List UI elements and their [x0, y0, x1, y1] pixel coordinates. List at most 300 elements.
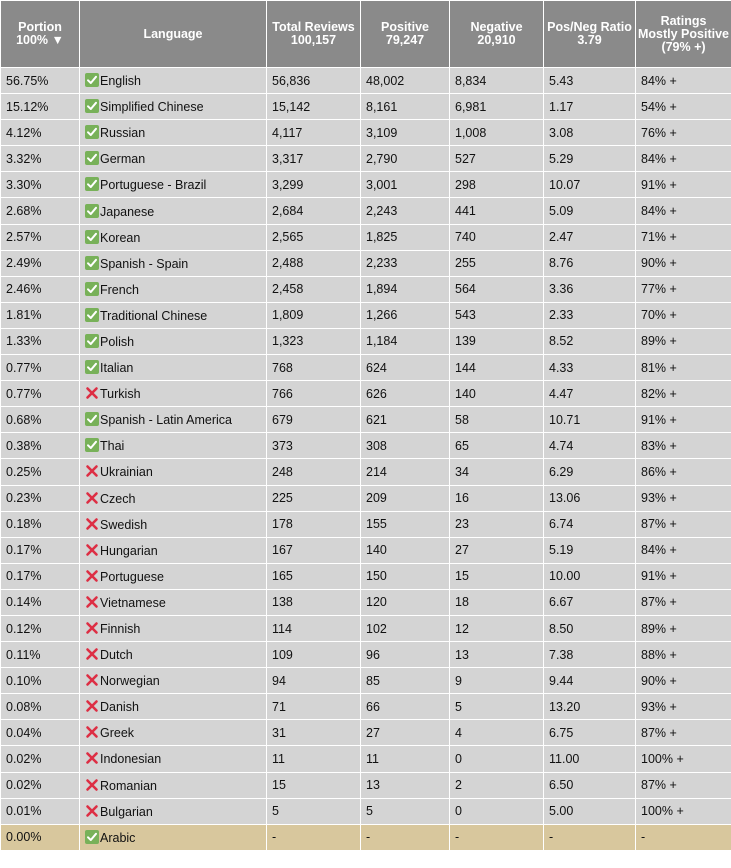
cell-total: 31	[267, 720, 361, 746]
cell-portion: 0.77%	[1, 355, 80, 381]
cell-rating: 70% +	[636, 302, 731, 328]
cell-rating: 87% +	[636, 772, 731, 798]
cell-positive: 13	[361, 772, 450, 798]
table-row	[1, 746, 731, 772]
cell-positive: 214	[361, 459, 450, 485]
cell-portion: 3.32%	[1, 146, 80, 172]
cell-language	[80, 328, 267, 354]
language-label: English	[100, 74, 141, 89]
check-mark-icon	[85, 830, 99, 844]
cell-positive: 2,243	[361, 198, 450, 224]
cell-positive: 626	[361, 381, 450, 407]
header-ratio-label: Pos/Neg Ratio	[547, 20, 632, 34]
cell-portion: 0.38%	[1, 433, 80, 459]
cell-negative: 140	[450, 381, 544, 407]
cell-rating: 93% +	[636, 694, 731, 720]
cell-negative: 1,008	[450, 120, 544, 146]
cell-positive: 102	[361, 615, 450, 641]
cell-negative: 58	[450, 407, 544, 433]
cell-total: 4,117	[267, 120, 361, 146]
language-label: German	[100, 152, 146, 167]
cross-mark-icon	[85, 491, 99, 505]
cell-negative: 8,834	[450, 68, 544, 94]
header-positive-sub: 79,247	[385, 33, 425, 47]
cell-negative: 27	[450, 537, 544, 563]
cell-language	[80, 824, 267, 850]
header-positive[interactable]	[361, 1, 450, 68]
header-language-label: Language	[143, 26, 203, 41]
cell-total: 15	[267, 772, 361, 798]
table-row	[1, 694, 731, 720]
cross-mark-icon	[85, 595, 99, 609]
cell-positive: 85	[361, 668, 450, 694]
cross-mark-icon	[85, 725, 99, 739]
check-mark-icon	[85, 230, 99, 244]
cell-ratio: 5.29	[544, 146, 636, 172]
cross-mark-icon	[85, 804, 99, 818]
cross-mark-icon	[85, 569, 99, 583]
cell-negative: 16	[450, 485, 544, 511]
table-row	[1, 824, 731, 850]
cell-total: 225	[267, 485, 361, 511]
cell-portion: 1.81%	[1, 302, 80, 328]
cell-ratio: 3.36	[544, 276, 636, 302]
cell-rating: 89% +	[636, 615, 731, 641]
cell-negative: 23	[450, 511, 544, 537]
cell-positive: 66	[361, 694, 450, 720]
header-portion[interactable]	[1, 1, 80, 68]
language-label: Polish	[100, 334, 135, 349]
cell-portion: 0.01%	[1, 798, 80, 824]
cell-ratio: 4.33	[544, 355, 636, 381]
cell-total: 2,565	[267, 224, 361, 250]
language-label: Romanian	[100, 778, 157, 793]
language-label: Indonesian	[100, 752, 162, 767]
cell-portion: 0.02%	[1, 746, 80, 772]
cell-rating: 76% +	[636, 120, 731, 146]
language-label: Japanese	[100, 204, 155, 219]
cell-positive: 5	[361, 798, 450, 824]
cell-positive: 96	[361, 642, 450, 668]
cell-ratio: 1.17	[544, 94, 636, 120]
table-row	[1, 198, 731, 224]
cell-total: 114	[267, 615, 361, 641]
language-label: Korean	[100, 230, 141, 245]
cell-positive: 155	[361, 511, 450, 537]
cell-rating: 82% +	[636, 381, 731, 407]
cell-language	[80, 224, 267, 250]
cell-positive: 48,002	[361, 68, 450, 94]
check-mark-icon	[85, 256, 99, 270]
cell-portion: 0.11%	[1, 642, 80, 668]
cell-language	[80, 433, 267, 459]
cell-rating: 91% +	[636, 407, 731, 433]
cell-total: 178	[267, 511, 361, 537]
cell-negative: 18	[450, 589, 544, 615]
header-negative-sub: 20,910	[477, 33, 516, 47]
language-label: Ukrainian	[100, 465, 153, 480]
cell-language	[80, 798, 267, 824]
cell-portion: 2.49%	[1, 250, 80, 276]
cell-language	[80, 407, 267, 433]
cell-ratio: 11.00	[544, 746, 636, 772]
cell-rating: 100% +	[636, 746, 731, 772]
cell-language	[80, 563, 267, 589]
check-mark-icon	[85, 360, 99, 374]
cell-language	[80, 198, 267, 224]
cell-language	[80, 355, 267, 381]
header-negative-label: Negative	[470, 20, 523, 34]
cell-negative: 12	[450, 615, 544, 641]
cell-total: 56,836	[267, 68, 361, 94]
language-label: Swedish	[100, 517, 148, 532]
cell-negative: 15	[450, 563, 544, 589]
cell-negative: 298	[450, 172, 544, 198]
check-mark-icon	[85, 177, 99, 191]
language-label: Thai	[100, 439, 125, 454]
cell-total: 768	[267, 355, 361, 381]
cell-language	[80, 772, 267, 798]
cell-portion: 2.46%	[1, 276, 80, 302]
cell-ratio: 10.07	[544, 172, 636, 198]
table-row	[1, 407, 731, 433]
cell-negative: 441	[450, 198, 544, 224]
cell-total: 11	[267, 746, 361, 772]
cell-ratio: 5.19	[544, 537, 636, 563]
cell-negative: 0	[450, 746, 544, 772]
language-label: Finnish	[100, 622, 141, 637]
cross-mark-icon	[85, 647, 99, 661]
cell-ratio: 13.20	[544, 694, 636, 720]
language-label: Bulgarian	[100, 804, 153, 819]
cell-ratio: 8.52	[544, 328, 636, 354]
cell-negative: 139	[450, 328, 544, 354]
cross-mark-icon	[85, 464, 99, 478]
header-portion-label: Portion	[18, 20, 62, 34]
cell-total: 1,809	[267, 302, 361, 328]
cell-positive: 308	[361, 433, 450, 459]
cross-mark-icon	[85, 517, 99, 531]
cell-total: 71	[267, 694, 361, 720]
cell-ratio: 2.33	[544, 302, 636, 328]
cell-positive: 209	[361, 485, 450, 511]
cell-total: 2,458	[267, 276, 361, 302]
cell-negative: 5	[450, 694, 544, 720]
language-label: Norwegian	[100, 674, 160, 689]
cell-ratio: 3.08	[544, 120, 636, 146]
cell-rating: 84% +	[636, 537, 731, 563]
cell-rating: 100% +	[636, 798, 731, 824]
language-label: Dutch	[100, 648, 133, 663]
cell-ratio: 10.71	[544, 407, 636, 433]
cell-portion: 0.77%	[1, 381, 80, 407]
table-row	[1, 720, 731, 746]
header-ratio[interactable]	[544, 1, 636, 68]
cross-mark-icon	[85, 621, 99, 635]
cell-portion: 0.08%	[1, 694, 80, 720]
language-label: Danish	[100, 700, 139, 715]
cell-portion: 0.23%	[1, 485, 80, 511]
cell-total: 766	[267, 381, 361, 407]
cell-positive: -	[361, 824, 450, 850]
cell-language	[80, 302, 267, 328]
cell-language	[80, 720, 267, 746]
cell-rating: 54% +	[636, 94, 731, 120]
check-mark-icon	[85, 151, 99, 165]
check-mark-icon	[85, 282, 99, 296]
cell-positive: 1,825	[361, 224, 450, 250]
table-row	[1, 615, 731, 641]
cell-language	[80, 172, 267, 198]
table-row	[1, 511, 731, 537]
cell-positive: 11	[361, 746, 450, 772]
check-mark-icon	[85, 204, 99, 218]
cell-ratio: 13.06	[544, 485, 636, 511]
cell-rating: 90% +	[636, 250, 731, 276]
cell-rating: 88% +	[636, 642, 731, 668]
cell-ratio: 6.50	[544, 772, 636, 798]
cell-positive: 1,266	[361, 302, 450, 328]
cell-language	[80, 146, 267, 172]
cell-portion: 2.68%	[1, 198, 80, 224]
cross-mark-icon	[85, 778, 99, 792]
cell-total: 3,317	[267, 146, 361, 172]
cell-portion: 0.18%	[1, 511, 80, 537]
language-label: Hungarian	[100, 543, 158, 558]
cell-positive: 624	[361, 355, 450, 381]
cell-negative: 9	[450, 668, 544, 694]
cell-language	[80, 381, 267, 407]
cell-language	[80, 120, 267, 146]
cell-portion: 0.17%	[1, 563, 80, 589]
cell-ratio: 5.09	[544, 198, 636, 224]
table-row	[1, 563, 731, 589]
cell-positive: 140	[361, 537, 450, 563]
language-label: Russian	[100, 126, 146, 141]
table-row	[1, 668, 731, 694]
table-row	[1, 250, 731, 276]
cell-portion: 0.00%	[1, 824, 80, 850]
header-total-reviews[interactable]	[267, 1, 361, 68]
cross-mark-icon	[85, 543, 99, 557]
table-row	[1, 68, 731, 94]
cell-positive: 2,790	[361, 146, 450, 172]
table-row	[1, 772, 731, 798]
cell-portion: 1.33%	[1, 328, 80, 354]
cell-total: 109	[267, 642, 361, 668]
check-mark-icon	[85, 99, 99, 113]
cell-positive: 27	[361, 720, 450, 746]
table-row	[1, 328, 731, 354]
cell-positive: 1,184	[361, 328, 450, 354]
cell-rating: 87% +	[636, 511, 731, 537]
cell-total: 248	[267, 459, 361, 485]
cell-negative: 527	[450, 146, 544, 172]
cell-language	[80, 642, 267, 668]
table-row	[1, 120, 731, 146]
header-ratings-label: Ratings	[660, 13, 707, 28]
cell-portion: 0.17%	[1, 537, 80, 563]
cell-total: -	[267, 824, 361, 850]
cell-negative: 0	[450, 798, 544, 824]
cell-rating: 71% +	[636, 224, 731, 250]
check-mark-icon	[85, 334, 99, 348]
cell-rating: 91% +	[636, 563, 731, 589]
cell-total: 2,488	[267, 250, 361, 276]
table-row	[1, 381, 731, 407]
language-label: Turkish	[100, 387, 141, 402]
table-row	[1, 459, 731, 485]
cell-portion: 15.12%	[1, 94, 80, 120]
table-row	[1, 537, 731, 563]
cell-positive: 3,001	[361, 172, 450, 198]
language-label: Czech	[100, 491, 136, 506]
cross-mark-icon	[85, 699, 99, 713]
cell-ratio: 10.00	[544, 563, 636, 589]
language-label: French	[100, 282, 139, 297]
cell-negative: 255	[450, 250, 544, 276]
header-negative[interactable]	[450, 1, 544, 68]
cell-ratio: 6.75	[544, 720, 636, 746]
header-positive-label: Positive	[381, 20, 429, 34]
cell-negative: 6,981	[450, 94, 544, 120]
cell-total: 679	[267, 407, 361, 433]
cell-negative: -	[450, 824, 544, 850]
cell-portion: 2.57%	[1, 224, 80, 250]
cell-rating: 83% +	[636, 433, 731, 459]
cell-rating: 91% +	[636, 172, 731, 198]
cell-rating: 84% +	[636, 146, 731, 172]
table-body	[1, 68, 731, 851]
cell-rating: 90% +	[636, 668, 731, 694]
table-row	[1, 146, 731, 172]
header-row	[1, 1, 731, 68]
cell-ratio: 6.74	[544, 511, 636, 537]
cell-language	[80, 459, 267, 485]
cell-portion: 0.25%	[1, 459, 80, 485]
language-label: Spanish - Latin America	[100, 413, 233, 428]
cell-positive: 8,161	[361, 94, 450, 120]
language-label: Portuguese	[100, 569, 164, 584]
table-row	[1, 589, 731, 615]
language-label: Simplified Chinese	[100, 100, 204, 115]
table-row	[1, 433, 731, 459]
header-language[interactable]	[80, 1, 267, 68]
cell-negative: 144	[450, 355, 544, 381]
cell-language	[80, 485, 267, 511]
table-row	[1, 642, 731, 668]
cell-negative: 4	[450, 720, 544, 746]
check-mark-icon	[85, 438, 99, 452]
cell-total: 1,323	[267, 328, 361, 354]
cell-ratio: 4.74	[544, 433, 636, 459]
cell-total: 5	[267, 798, 361, 824]
check-mark-icon	[85, 308, 99, 322]
cell-total: 94	[267, 668, 361, 694]
header-ratings-sub: Mostly Positive (79% +)	[638, 26, 729, 54]
cross-mark-icon	[85, 386, 99, 400]
cell-total: 167	[267, 537, 361, 563]
cell-language	[80, 511, 267, 537]
cross-mark-icon	[85, 673, 99, 687]
header-ratio-sub: 3.79	[577, 33, 602, 47]
cell-language	[80, 668, 267, 694]
cell-positive: 1,894	[361, 276, 450, 302]
cell-rating: 81% +	[636, 355, 731, 381]
cell-ratio: 6.29	[544, 459, 636, 485]
cell-rating: 89% +	[636, 328, 731, 354]
cell-ratio: -	[544, 824, 636, 850]
cell-language	[80, 94, 267, 120]
cell-ratio: 5.43	[544, 68, 636, 94]
cell-ratio: 6.67	[544, 589, 636, 615]
cell-ratio: 8.76	[544, 250, 636, 276]
cell-portion: 3.30%	[1, 172, 80, 198]
cell-ratio: 8.50	[544, 615, 636, 641]
table-row	[1, 172, 731, 198]
cell-rating: 77% +	[636, 276, 731, 302]
cell-language	[80, 537, 267, 563]
header-total-reviews-sub: 100,157	[290, 33, 337, 47]
language-label: Italian	[100, 361, 134, 376]
cell-portion: 0.02%	[1, 772, 80, 798]
language-label: Spanish - Spain	[100, 256, 189, 271]
cell-rating: 87% +	[636, 589, 731, 615]
cell-rating: 84% +	[636, 68, 731, 94]
cell-portion: 4.12%	[1, 120, 80, 146]
header-total-reviews-label: Total Reviews	[272, 20, 355, 34]
table-row	[1, 355, 731, 381]
language-label: Arabic	[100, 830, 136, 845]
cell-negative: 564	[450, 276, 544, 302]
check-mark-icon	[85, 412, 99, 426]
cell-positive: 120	[361, 589, 450, 615]
table-row	[1, 798, 731, 824]
table-row	[1, 224, 731, 250]
cell-total: 3,299	[267, 172, 361, 198]
language-label: Portuguese - Brazil	[100, 178, 207, 193]
table-row	[1, 276, 731, 302]
cell-portion: 0.14%	[1, 589, 80, 615]
cell-portion: 0.04%	[1, 720, 80, 746]
cell-language	[80, 68, 267, 94]
cell-ratio: 9.44	[544, 668, 636, 694]
cell-negative: 2	[450, 772, 544, 798]
cell-language	[80, 746, 267, 772]
table-row	[1, 485, 731, 511]
cell-positive: 3,109	[361, 120, 450, 146]
cell-total: 165	[267, 563, 361, 589]
cell-total: 138	[267, 589, 361, 615]
cross-mark-icon	[85, 751, 99, 765]
cell-rating: 93% +	[636, 485, 731, 511]
cell-language	[80, 694, 267, 720]
cell-negative: 543	[450, 302, 544, 328]
cell-negative: 34	[450, 459, 544, 485]
table-row	[1, 302, 731, 328]
cell-portion: 0.68%	[1, 407, 80, 433]
cell-rating: -	[636, 824, 731, 850]
cell-negative: 65	[450, 433, 544, 459]
language-label: Greek	[100, 726, 135, 741]
cell-ratio: 7.38	[544, 642, 636, 668]
check-mark-icon	[85, 125, 99, 139]
cell-language	[80, 250, 267, 276]
cell-positive: 2,233	[361, 250, 450, 276]
header-ratings[interactable]	[636, 1, 731, 68]
cell-ratio: 5.00	[544, 798, 636, 824]
cell-total: 15,142	[267, 94, 361, 120]
